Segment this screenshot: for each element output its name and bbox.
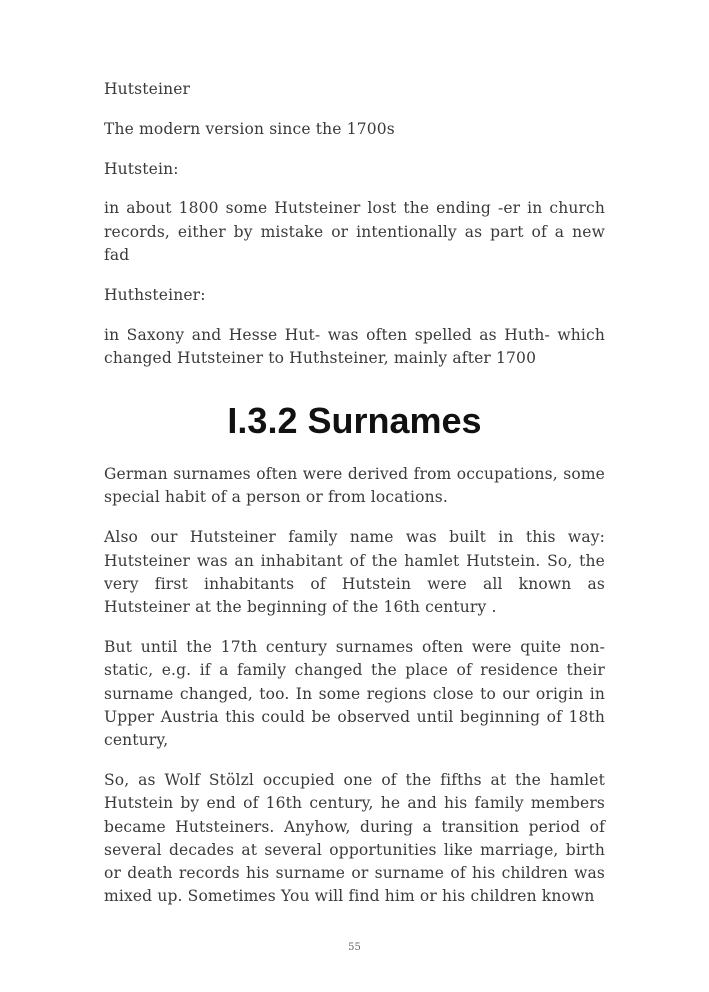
paragraph-wolf-stoelzl: So, as Wolf Stölzl occupied one of the fifths at the hamlet Hutstein by end of 16th century, he and his family members became Hutsteiners. Anyhow, during a transition period of several decades at several opportunities like marriage, birth or death records his surname or surname of his children was mixed up. Sometimes You will find him or his children known xyxy=(104,770,605,906)
variant-description-huthsteiner: in Saxony and Hesse Hut- was often spelled as Huth- which changed Hutsteiner to Huthsteiner, mainly after 1700 xyxy=(104,325,605,367)
paragraph-non-static-surnames: But until the 17th century surnames often were quite non-static, e.g. if a family changed the place of residence their surname changed, too. In some regions close to our origin in Upper Austria this could be observed until beginning of 18th century, xyxy=(104,637,605,750)
paragraph-family-name: Also our Hutsteiner family name was built in this way: Hutsteiner was an inhabitant of the hamlet Hutstein. So, the very first inhabitants of Hutstein were all known as Hutsteiner at the beginning of the 16th century . xyxy=(104,528,605,617)
variant-description-hutsteiner: The modern version since the 1700s xyxy=(104,119,395,138)
variant-name-hutsteiner: Hutsteiner xyxy=(104,80,191,98)
variant-name-huthsteiner: Huthsteiner: xyxy=(104,285,206,304)
page-number: 55 xyxy=(348,942,361,953)
section-heading: I.3.2 Surnames xyxy=(227,400,482,442)
paragraph-surname-origins: German surnames often were derived from occupations, some special habit of a person or from locations. xyxy=(104,465,605,507)
variant-description-hutstein: in about 1800 some Hutsteiner lost the ending -er in church records, either by mistake or intentionally as part of a new fad xyxy=(104,199,605,264)
page-body xyxy=(104,78,605,909)
variant-name-hutstein: Hutstein: xyxy=(104,159,179,178)
